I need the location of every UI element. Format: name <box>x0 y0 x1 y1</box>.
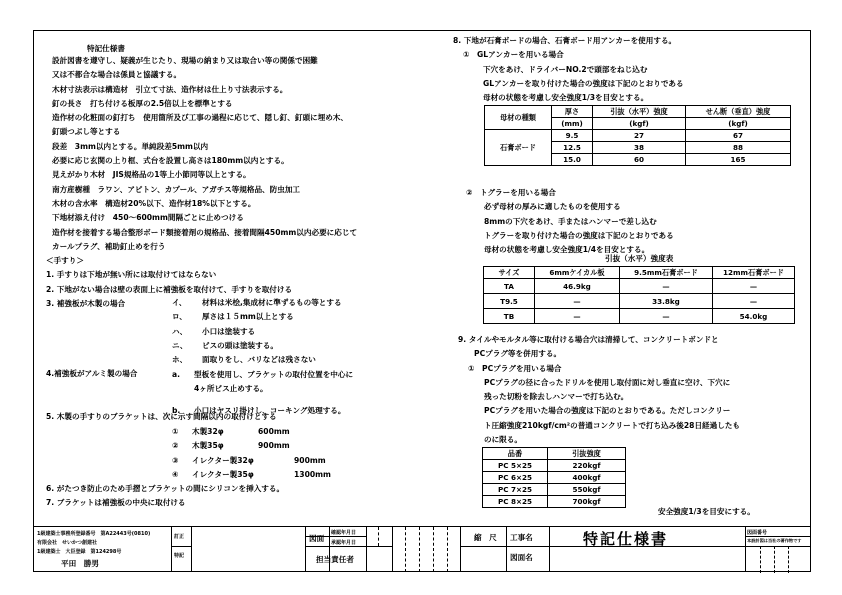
gl-header-material: 母材の種類 <box>485 106 552 130</box>
spec-line: カールプラグ、補助釘止めを行う <box>52 241 166 251</box>
alu-mark: b. <box>172 405 181 415</box>
bracket-name: イレクター製35φ <box>192 469 254 479</box>
bracket-item <box>172 439 354 453</box>
wood-item <box>172 296 422 310</box>
alu-item <box>172 382 414 396</box>
title-block <box>33 526 811 572</box>
tail-line: 7. ブラケットは補強板の中央に取付ける <box>46 498 186 508</box>
bracket-list <box>172 425 354 482</box>
gl-cell: 15.0 <box>552 154 593 166</box>
section-9 <box>458 333 740 447</box>
spec-line: 又は不都合な場合は係員と協議する。 <box>52 70 182 80</box>
section-9-line: PCプラグの径に合ったドリルを使用し取付面に対し垂直に空け、下穴に <box>484 377 731 387</box>
correction-label: 訂正 <box>174 534 185 540</box>
toggler-line: 必ず母材の厚みに適したものを使用する <box>484 202 621 212</box>
gl-cell: 9.5 <box>552 130 593 142</box>
spec-line: 設計図書を遵守し、疑義が生じたり、現場の納まり又は取合い等の関係で困難 <box>52 56 318 65</box>
toggler-line: ② トグラーを用いる場合 <box>466 188 556 197</box>
pc-cell: 550kgf <box>548 484 626 496</box>
sheet-title: 特記仕様書 <box>583 530 669 548</box>
spec-line: 見えがかり木材 JIS規格品の1等上小節同等以上とする。 <box>52 170 251 180</box>
spec-line: 段差 3mm以内とする。単純段差5mm以内 <box>52 141 209 151</box>
gl-material: 石膏ボード <box>485 130 552 166</box>
gl-cell: 38 <box>593 142 686 154</box>
wood-text: ビスの頭は塗装する。 <box>202 340 278 350</box>
bracket-mark: ① <box>172 427 179 436</box>
toggler-line: 母材の状態を考慮し安全強度1/4を目安とする。 <box>484 245 650 255</box>
wood-text: 小口は塗装する <box>202 326 256 336</box>
pc-cell: PC 6×25 <box>483 472 548 484</box>
bracket-span: 900mm <box>294 455 326 465</box>
wood-mark: ニ、 <box>172 340 188 350</box>
toggler-cell: T9.5 <box>484 294 535 309</box>
spec-line: 3. 補強板が木製の場合 <box>46 299 126 309</box>
gl-cell: 165 <box>686 154 791 166</box>
scale-label: 縮 尺 <box>474 533 497 542</box>
section-9-line: PCプラグ等を併用する。 <box>474 349 562 359</box>
bracket-mark: ③ <box>172 455 179 465</box>
spec-line: 必要に応じ玄関の上り框、式台を設置し高さは180mm以内とする。 <box>52 156 289 166</box>
pc-cell: 220kgf <box>548 460 626 472</box>
pc-cell: 700kgf <box>548 496 626 508</box>
gl-header-pull: 引抜（水平）強度 <box>593 106 686 118</box>
pc-plug-table <box>482 447 626 508</box>
toggler-caption: 引抜（水平）強度表 <box>605 254 674 263</box>
company-name: 有限会社 せいかつ創建社 <box>37 540 98 546</box>
spec-line: ＜手すり＞ <box>46 256 84 266</box>
toggler-cell: TB <box>484 309 535 324</box>
bracket-item <box>172 454 354 468</box>
bracket-span: 900mm <box>258 441 290 451</box>
wood-text: 面取りをし、バリなどは残さない <box>202 355 316 365</box>
architect-registration: 1級建築士 大臣登録 第124298号 <box>37 549 122 555</box>
approval-date-label: 承認年月日 <box>331 540 357 546</box>
toggler-header: 6mmケイカル板 <box>535 267 620 279</box>
toggler-cell: 54.0kg <box>713 309 795 324</box>
toggler-cell: — <box>620 279 713 294</box>
wood-text: 材料は米桧,集成材に準ずるもの等とする <box>202 298 342 307</box>
spec-line: 釘頭つぶし等とする <box>52 127 121 137</box>
toggler-line: 8mmの下穴をあけ、手またはハンマーで差し込む <box>484 216 657 226</box>
special-label: 特記 <box>174 553 185 559</box>
bracket-mark: ② <box>172 441 179 451</box>
gl-unit-thickness: (mm) <box>552 118 593 130</box>
bracket-mark: ④ <box>172 469 179 479</box>
bracket-item <box>172 468 354 482</box>
spec-line: 下地材添え付け 450～600mm間隔ごとに止めつける <box>52 213 244 223</box>
copyright-note: 本設計図は当社の著作物です <box>747 538 802 543</box>
section-8-line: GLアンカーを取り付けた場合の強度は下記のとおりである <box>483 78 684 88</box>
alu-text: 4ヶ所ビス止めする。 <box>194 384 268 394</box>
gl-cell: 67 <box>686 130 791 142</box>
section-9-line: PCプラグを用いた場合の強度は下記のとおりである。ただしコンクリー <box>484 406 731 416</box>
gl-unit-shear: (kgf) <box>686 118 791 130</box>
bracket-name: イレクター製32φ <box>192 455 254 465</box>
registration-office: 1級建築士事務所登録番号 第A22443号(0810) <box>37 531 151 537</box>
section-9-line: のに限る。 <box>484 435 522 445</box>
bracket-name: 木製35φ <box>192 441 224 451</box>
spec-line: 2. 下地がない場合は壁の表面上に補強板を取付けて、手すりを取付ける <box>46 284 293 294</box>
gl-cell: 88 <box>686 142 791 154</box>
bracket-span: 600mm <box>258 427 290 436</box>
spec-line: 釘の長さ 打ち付ける板厚の2.5倍以上を標準とする <box>52 98 233 108</box>
toggler-cell: — <box>713 294 795 309</box>
section-8-line: 母材の状態を考慮し安全強度1/3を目安とする。 <box>483 93 649 103</box>
manager-label: 担当責任者 <box>316 555 354 564</box>
toggler-line: トグラーを取り付けた場合の強度は下記のとおりである <box>484 230 674 240</box>
alu-text: 小口はヤスリ掛けし、コーキング処理する。 <box>194 405 346 415</box>
alu-mark: a. <box>172 370 181 379</box>
toggler-cell: TA <box>484 279 535 294</box>
gl-header-thickness: 厚さ <box>552 106 593 118</box>
gl-header-shear: せん断（垂直）強度 <box>686 106 791 118</box>
toggler-header: 12mm石膏ボード <box>713 267 795 279</box>
pc-cell: PC 7×25 <box>483 484 548 496</box>
drawing-number-label: 図面番号 <box>747 530 768 536</box>
wood-text: 厚さは１５mm以上とする <box>202 312 294 322</box>
wood-mark: イ、 <box>172 298 187 307</box>
spec-line: 木材の含水率 構造材20%以下、造作材18%以下とする。 <box>52 198 256 208</box>
bracket-span: 1300mm <box>294 469 331 479</box>
wood-mark: ハ、 <box>172 326 188 336</box>
gl-cell: 60 <box>593 154 686 166</box>
spec-line: 造作材の化粧面の釘打ち 使用箇所及び工事の過程に応じて、隠し釘、釘頭に埋め木、 <box>52 113 348 123</box>
pc-cell: PC 5×25 <box>483 460 548 472</box>
pc-header: 引抜強度 <box>548 448 626 460</box>
section-8-toggler <box>466 186 674 257</box>
toggler-header: 9.5mm石膏ボード <box>620 267 713 279</box>
section-8-line: 8. 下地が石膏ボードの場合、石膏ボード用アンカーを使用する。 <box>453 36 677 45</box>
section-9-line: 9. タイルやモルタル等に取付ける場合穴は清掃して、コンクリートボンドと <box>458 335 719 344</box>
toggler-cell: 46.9kg <box>535 279 620 294</box>
wood-mark: ホ、 <box>172 355 188 365</box>
toggler-cell: — <box>620 309 713 324</box>
alu-heading: 4.補強板がアルミ製の場合 <box>46 369 138 378</box>
toggler-header: サイズ <box>484 267 535 279</box>
section-9-line: ト圧縮強度210kgf/cm²の普通コンクリートで打ち込み後28日経過したも <box>484 420 741 430</box>
section-8-line: 下穴をあけ、ドライバーNO.2で頭部をねじ込む <box>483 64 648 74</box>
pc-cell: 400kgf <box>548 472 626 484</box>
section-9-line: ① PCプラグを用いる場合 <box>468 363 562 373</box>
pc-header: 品番 <box>483 448 548 460</box>
architect-name: 平田 勝男 <box>61 559 99 568</box>
alu-item <box>172 368 414 382</box>
wood-reinforce-list <box>52 296 422 367</box>
alu-text: 型板を使用し、ブラケットの取付位置を中心に <box>194 370 354 379</box>
safety-note: 安全強度1/3を目安にする。 <box>658 507 755 516</box>
wood-item <box>172 339 422 353</box>
bracket-name: 木製32φ <box>192 427 224 436</box>
wood-item <box>172 310 422 324</box>
section-9-line: 残った切粉を除去しハンマーで打ち込む。 <box>484 392 629 402</box>
gl-anchor-table <box>484 105 791 166</box>
spec-line: 1. 手すりは下地が無い所には取付けてはならない <box>46 270 217 280</box>
left-spec-lines <box>46 54 358 311</box>
check-date-label: 確認年月日 <box>331 530 357 536</box>
tail-lines <box>46 482 284 511</box>
section-8 <box>453 34 684 105</box>
toggler-cell: 33.8kg <box>620 294 713 309</box>
gl-cell: 27 <box>593 130 686 142</box>
spec-line: 木材寸法表示は構造材 引立て寸法、造作材は仕上り寸法表示する。 <box>52 84 288 94</box>
wood-item <box>172 325 422 339</box>
tail-line: 6. がたつき防止のため手摺とブラケットの間にシリコンを挿入する。 <box>46 484 285 493</box>
wood-mark: ロ、 <box>172 312 187 322</box>
pc-cell: PC 8×25 <box>483 496 548 508</box>
gl-unit-pull: (kgf) <box>593 118 686 130</box>
drawing-name-label: 図面名 <box>510 553 533 562</box>
toggler-cell: — <box>535 309 620 324</box>
toggler-table <box>483 266 795 324</box>
gl-cell: 12.5 <box>552 142 593 154</box>
toggler-cell: — <box>713 279 795 294</box>
bracket-heading: 5. 木製の手すりのブラケットは、次に示す間隔以内の取付けとする <box>46 412 277 421</box>
project-label: 工事名 <box>510 533 533 542</box>
drawing-label: 図面 <box>309 534 325 543</box>
toggler-cell: — <box>535 294 620 309</box>
spec-line: 造作材を接着する場合整形ボード類接着剤の規格品、接着間隔450mm以内必要に応じて <box>52 227 358 237</box>
spec-line: 南方産樹種 ラワン、アピトン、カプール、アガチス等規格品、防虫加工 <box>52 184 301 194</box>
section-8-line: ① GLアンカーを用いる場合 <box>463 50 564 60</box>
section-title: 特記仕様書 <box>87 44 125 53</box>
bracket-item <box>172 425 354 439</box>
wood-item <box>172 353 422 367</box>
